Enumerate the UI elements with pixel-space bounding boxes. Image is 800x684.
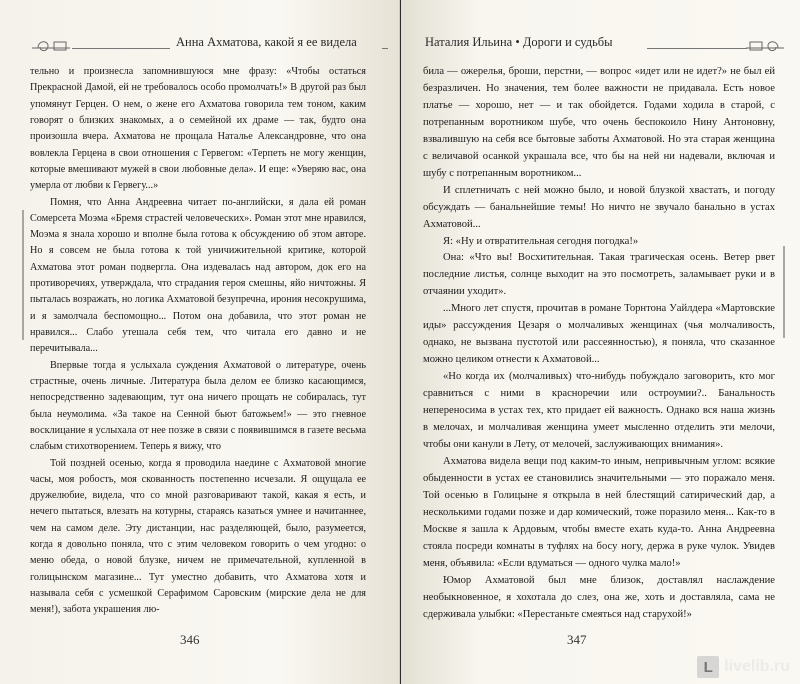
watermark [697,656,790,678]
paragraph: тельно и произнесла запомнившуюся мне фразу: «Чтобы остаться Прекрасной Дамой, ей не требовалось особо промолчать!» В другой раз был упомянут Герцен. О нем, о жене его Ахматова говорила тем тоном, каким говорят о близких знакомых, а о семейной их драме — так, будто она произошла вчера. Ахматова не прощала Наталье Александровне, что она вовлекла Герцена в свои отношения с Гервегом: «Терпеть не могу женщин, которые вмешивают мужей в свои любовные дела». И еще: «Уверяю вас, она умерла от любви к Гервегу...» [30,66,366,192]
pencil-mark [783,246,785,338]
header-title: Анна Ахматова, какой я ее видела [176,35,357,49]
header-rule [382,48,388,49]
paragraph: Она: «Что вы! Восхитительная. Такая трагическая осень. Ветер рвет последние листья, солнце выходит на это посмотреть, заламывает руки и в отчаянии уходит». [423,252,775,298]
paragraph: Ахматова видела вещи под каким-то иным, непривычным углом: всякие обыденности в устах ее становились значительными — это поражало меня. Той осенью в Голицыне я открыла в ней блестящий сатирический дар, а несколькими годами позже и дар комический, тоже поразило меня... Как-то в Москве я зашла к Ардовым, чтобы вместе ехать куда-то. Анна Андреевна стояла посреди комнаты в туфлях на босу ногу, держа в руке чулок. Увидев меня, объявила: «Если вдуматься — одного чулка мало!» [423,455,775,569]
header-rule [647,48,747,49]
paragraph: Той поздней осенью, когда я проводила наедине с Ахматовой многие часы, моя робость, моя скованность постепенно исчезали. Я ощущала ее дружелюбие, видела, что со мной разговаривают такой, какая я есть, и нечего пытаться, влезать на котурны, стараясь казаться умнее и начитаннее, чем на самом деле. Эту дистанции, нас разделяющей, было, разумеется, когда я довольно поняла, что с этим человеком говорить о чем угодно: о меню обеда, о новой блузке, ничем не примечательной, купленной в голицынском магазине... Тут уместно добавить, что Ахматова хотя и называла себя с усмешкой Серафимом Саровским (мирские дела не для меня!), забота украшения лю- [30,457,366,616]
header-rule [72,48,170,49]
paragraph: била — ожерелья, броши, перстни, — вопрос «идет или не идет?» не был ей безразличен. Но значения, тем более важности не придавала. Есть новое платье — хорошо, нет — и так обойдется. Годами ходила в старой, с потрепанным воротником шубе, что очень беспокоило Нину Антоновну, взвалившую на себя все бытовые заботы Ахматовой. Но эта старая женщина с величавой осанкой украшала все, что бы на ней ни надевали, включая и шубу с потрепанным воротником... [423,66,775,179]
ornament-icon [744,36,786,56]
running-header [421,34,786,60]
paragraph: И сплетничать с ней можно было, и новой блузкой хвастать, и погоду обсуждать — банальнейшие темы! Но ничто не звучало банально в устах Ахматовой... [423,184,775,230]
text-column [30,64,366,619]
pencil-mark [22,210,24,340]
right-page [401,0,800,684]
paragraph: Помня, что Анна Андреевна читает по-английски, я дала ей роман Сомерсета Моэма «Бремя страстей человеческих». Роман этот мне нравился, Моэма я знала хорошо и вполне была готова к обсуждению об этом авторе. Но я совсем не была готова к той уничижительной критике, которой Ахматова этот роман подвергла. Она издевалась над автором, док его на противоречиях, утверждала, что страдания героя смешны, яйо ничтожны. Я пыталась возражать, но логика Ахматовой безупречна, ирония несокрушима, и я замолчала беспомощно... Потом она добавила, что этот роман не нравился... Слабо утешала себя тем, что читала его давно и не перечитывала... [30,196,366,355]
paragraph: Я: «Ну и отвратительная сегодня погодка!» [443,235,639,247]
paragraph: ...Много лет спустя, прочитав в романе Торнтона Уайлдера «Мартовские иды» рассуждения Цезаря о молчаливых женщинах (чья молчаливость, однако, не вызвана пустотой или рассеянностью), я поняла, что сказанное можно целиком отнести к Ахматовой... [423,303,775,366]
page-number: 347 [567,632,587,647]
paragraph: «Но когда их (молчаливых) что-нибудь побуждало заговорить, кто мог сравниться с ними в красноречии или остроумии?.. Банальность непереносима в устах тех, кто придает ей важность. Однако вся наша жизнь в мелочах, и молчаливая женщина умеет мысленно отделить эти мелочи, чтобы они канули в Лету, от мелочей, заслуживающих внимания». [423,371,775,450]
header-title: Наталия Ильина • Дороги и судьбы [425,35,613,49]
livelib-logo-icon: L [697,656,719,678]
watermark-text: livelib.ru [724,658,790,675]
paragraph: Юмор Ахматовой был мне близок, доставлял наслаждение необыкновенное, я хохотала до слез, она же, хоть и доставляла, сама не сдерживала улыбки: «Перестаньте смеяться над старухой!» [423,574,775,620]
running-header [30,34,388,60]
text-column [423,64,775,623]
page-number: 346 [180,632,200,647]
paragraph: Впервые тогда я услыхала суждения Ахматовой о литературе, очень страстные, очень личные. Литература была делом ее близко касающимся, непосредственно задевающим, тут она ничего прощать не собиралась, тут была неумолима. «За такое на Сенной бьют батожьем!» — это гневное восклицание я услыхала от нее позже в связи с появившимся в газете весьма слабым стихотворением. Теперь я вижу, что [30,359,366,453]
ornament-icon [30,36,72,56]
